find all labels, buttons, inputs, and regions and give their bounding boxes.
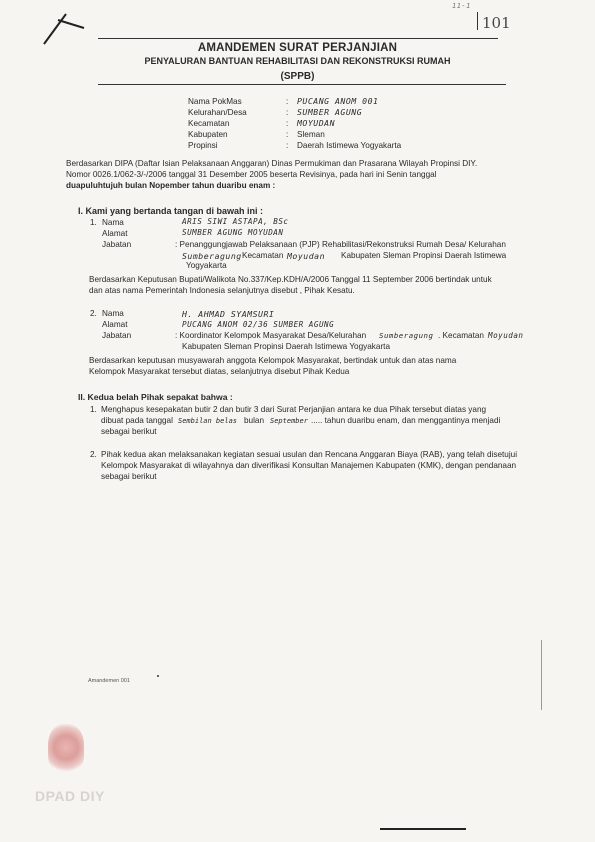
party-1-desa-handwritten: Sumberagung xyxy=(182,251,242,261)
document-subtitle: PENYALURAN BANTUAN REHABILITASI DAN REKONSTRUKSI RUMAH xyxy=(144,56,451,66)
page-number-divider xyxy=(477,12,478,30)
party-1-alamat-label: Alamat xyxy=(102,229,128,238)
footer-doc-reference: Amandemen 001 xyxy=(88,678,130,684)
party-2-jabatan-label: Jabatan xyxy=(102,331,132,340)
party-1-kecamatan-label: Kecamatan xyxy=(242,251,284,260)
item-2-number: 2. xyxy=(90,450,97,459)
party-2-nama-label: Nama xyxy=(102,309,124,318)
info-value-kecamatan: MOYUDAN xyxy=(297,118,336,128)
party-2-alamat-value: PUCANG ANOM 02/36 SUMBER AGUNG xyxy=(182,320,335,329)
party-2-nama-value: H. AHMAD SYAMSURI xyxy=(182,309,275,319)
item-1-line-2b: bulan xyxy=(244,416,265,425)
item-1-number: 1. xyxy=(90,405,97,414)
item-1-date-handwritten: Sembilan belas xyxy=(178,417,238,425)
info-value-kabupaten: Sleman xyxy=(297,130,325,139)
party-1-jabatan-line-3: Yogyakarta xyxy=(186,261,227,270)
party-1-jabatan-label: Jabatan xyxy=(102,240,132,249)
ink-dot xyxy=(157,675,159,677)
page-number: 101 xyxy=(482,14,511,32)
party-1-kecamatan-handwritten: Moyudan xyxy=(287,251,326,261)
party-1-basis-line-2: dan atas nama Pemerintah Indonesia selanjutnya disebut , Pihak Kesatu. xyxy=(89,286,355,295)
party-1-jabatan-end: Kabupaten Sleman Propinsi Daerah Istimewa xyxy=(341,251,507,260)
info-value-propinsi: Daerah Istimewa Yogyakarta xyxy=(297,141,402,150)
item-1-line-1: Menghapus kesepakatan butir 2 dan butir 3 dari Surat Perjanjian antara ke dua Pihak tersebut diatas yang xyxy=(101,405,487,414)
info-label-pokmas: Nama PokMas xyxy=(188,97,242,106)
party-2-jabatan-line-1: : Koordinator Kelompok Masyarakat Desa/Kelurahan xyxy=(175,331,367,340)
document-title: AMANDEMEN SURAT PERJANJIAN xyxy=(197,42,398,54)
party-2-kecamatan-handwritten: Moyudan xyxy=(488,331,524,340)
info-sep: : xyxy=(286,97,289,106)
party-1-alamat-value: SUMBER AGUNG MOYUDAN xyxy=(182,228,284,237)
bottom-scan-line xyxy=(380,828,466,830)
party-1-nama-label: Nama xyxy=(102,218,124,227)
item-1-line-3: sebagai berikut xyxy=(101,427,157,436)
intro-line-3: duapuluhtujuh bulan Nopember tahun duaribu enam : xyxy=(66,181,276,190)
party-1-basis-line-1: Berdasarkan Keputusan Bupati/Walikota No.337/Kep.KDH/A/2006 Tanggal 11 September 2006 bertindak untuk xyxy=(89,275,492,284)
section-2-heading: II. Kedua belah Pihak sepakat bahwa : xyxy=(78,392,233,402)
info-sep: : xyxy=(286,130,289,139)
party-2-jabatan-line-2: Kabupaten Sleman Propinsi Daerah Istimewa Yogyakarta xyxy=(182,342,390,351)
party-1-jabatan-line-1: : Penanggungjawab Pelaksanaan (PJP) Rehabilitasi/Rekonstruksi Rumah Desa/ Kelurahan xyxy=(175,240,506,249)
intro-line-2: Nomor 0026.1/062-3/-/2006 tanggal 31 Desember 2005 beserta Revisinya, pada hari ini Senin tanggal xyxy=(66,170,437,179)
watermark: DPAD DIY xyxy=(35,788,105,804)
item-1-line-2a: dibuat pada tanggal xyxy=(101,416,173,425)
intro-line-1: Berdasarkan DIPA (Daftar Isian Pelaksanaan Anggaran) Dinas Permukiman dan Prasarana Wilayah Propinsi DIY. xyxy=(66,159,478,168)
info-label-desa: Kelurahan/Desa xyxy=(188,108,247,117)
corner-note: 11-1 xyxy=(452,2,471,10)
item-2-line-2: Kelompok Masyarakat di wilayahnya dan diverifikasi Konsultan Manajemen Kabupaten (KMK), dengan pendanaan xyxy=(101,461,517,470)
header-bottom-rule xyxy=(98,84,506,85)
info-sep: : xyxy=(286,119,289,128)
info-label-kabupaten: Kabupaten xyxy=(188,130,228,139)
document-code: (SPPB) xyxy=(280,71,315,82)
item-2-line-3: sebagai berikut xyxy=(101,472,157,481)
info-sep: : xyxy=(286,108,289,117)
party-1-number: 1. xyxy=(90,218,97,227)
info-sep: : xyxy=(286,141,289,150)
info-label-kecamatan: Kecamatan xyxy=(188,119,230,128)
party-2-kecamatan-label: . Kecamatan xyxy=(438,331,484,340)
party-2-desa-handwritten: Sumberagung xyxy=(379,331,434,340)
party-1-nama-value: ARIS SIWI ASTAPA, BSc xyxy=(182,217,289,226)
party-2-basis-line-1: Berdasarkan keputusan musyawarah anggota Kelompok Masyarakat, bertindak untuk dan atas nama xyxy=(89,356,457,365)
info-label-propinsi: Propinsi xyxy=(188,141,218,150)
party-2-basis-line-2: Kelompok Masyarakat tersebut diatas, selanjutnya disebut Pihak Kedua xyxy=(89,367,350,376)
item-1-line-2c: ..... tahun duaribu enam, dan menggantinya menjadi xyxy=(311,416,501,425)
party-2-alamat-label: Alamat xyxy=(102,320,128,329)
item-1-month-handwritten: September xyxy=(270,417,308,425)
section-1-heading: I. Kami yang bertanda tangan di bawah ini : xyxy=(78,206,264,216)
institution-seal xyxy=(48,724,84,776)
info-value-pokmas: PUCANG ANOM 001 xyxy=(297,96,379,106)
header-top-rule xyxy=(98,38,498,39)
party-2-number: 2. xyxy=(90,309,97,318)
right-edge-line xyxy=(541,640,542,710)
item-2-line-1: Pihak kedua akan melaksanakan kegiatan sesuai usulan dan Rencana Anggaran Biaya (RAB), yang telah disetujui xyxy=(101,450,518,459)
info-value-desa: SUMBER AGUNG xyxy=(297,107,363,117)
